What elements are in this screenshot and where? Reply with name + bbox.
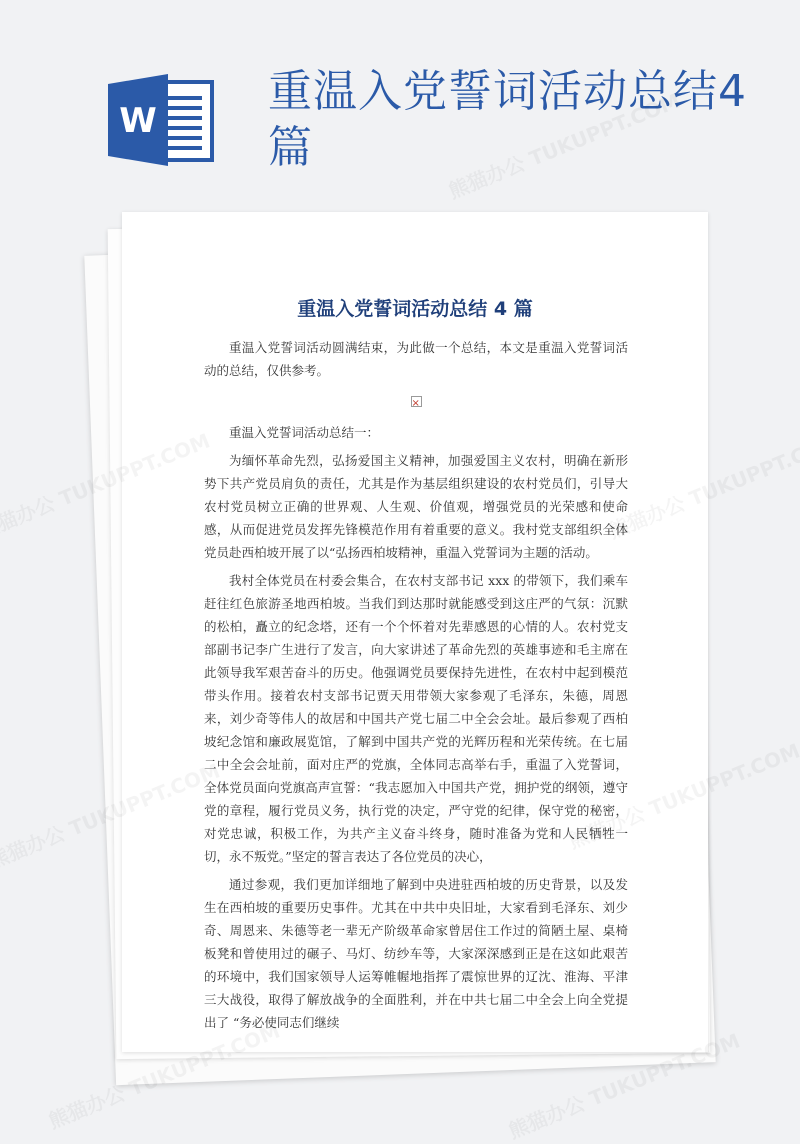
intro-paragraph: 重温入党誓词活动圆满结束，为此做一个总结，本文是重温入党誓词活动的总结，仅供参考。 — [204, 340, 628, 378]
document-page — [122, 212, 708, 1052]
body-paragraph: 为缅怀革命先烈，弘扬爱国主义精神，加强爱国主义农村，明确在新形势下共产党员肩负的责任，尤其是作为基层组织建设的农村党员们，引导大农村党员树立正确的世界观、人生观、价值观，增强党员的光荣感和使命感，从而促进党员发挥先锋模范作用有着重要的意义。我村党支部组织全体党员赴西柏坡开展了以“弘扬西柏坡精神，重温入党誓词为主题的活动。 — [204, 453, 628, 560]
body-paragraph: 我村全体党员在村委会集合，在农村支部书记 xxx 的带领下，我们乘车赶往红色旅游圣地西柏坡。当我们到达那时就能感受到这庄严的气氛：沉默的松柏，矗立的纪念塔，还有一个个怀着对先辈感恩的心情的人。农村党支部副书记李广生进行了发言，向大家讲述了革命先烈的英雄事迹和毛主席在此领导我军艰苦奋斗的历史。他强调党员要保持先进性，在农村中起到模范带头作用。接着农村支部书记贾天用带领大家参观了毛泽东，朱德，周恩来，刘少奇等伟人的故居和中国共产党七届二中全会会址。最后参观了西柏坡纪念馆和廉政展览馆，了解到中国共产党的光辉历程和光荣传统。在七届二中全会会址前，面对庄严的党旗，全体同志高举右手，重温了入党誓词，全体党员面向党旗高声宣誓：“我志愿加入中国共产党，拥护党的纲领，遵守党的章程，履行党员义务，执行党的决定，严守党的纪律，保守党的秘密，对党忠诚，积极工作，为共产主义奋斗终身，随时准备为党和人民牺牲一切，永不叛党。”坚定的誓言表达了各位党员的决心， — [204, 573, 628, 864]
section-heading: 重温入党誓词活动总结一： — [229, 425, 380, 440]
broken-image-icon — [411, 396, 422, 407]
word-document-icon — [108, 74, 216, 166]
document-title: 重温入党誓词活动总结 4 篇 — [297, 298, 533, 320]
word-icon-letter: W — [119, 101, 157, 141]
page-title: 重温入党誓词活动总结4篇 — [268, 66, 747, 173]
body-paragraph: 通过参观，我们更加详细地了解到中央进驻西柏坡的历史背景，以及发生在西柏坡的重要历史事件。尤其在中共中央旧址，大家看到毛泽东、刘少奇、周恩来、朱德等老一辈无产阶级革命家曾居住工作过的简陋土屋、桌椅板凳和曾使用过的碾子、马灯、纺纱车等，大家深深感到正是在这如此艰苦的环境中，我们国家领导人运筹帷幄地指挥了震惊世界的辽沈、淮海、平津三大战役，取得了解放战争的全面胜利，并在中共七届二中全会上向全党提出了 “务必使同志们继续 — [204, 877, 628, 1030]
document-body — [204, 336, 628, 1039]
